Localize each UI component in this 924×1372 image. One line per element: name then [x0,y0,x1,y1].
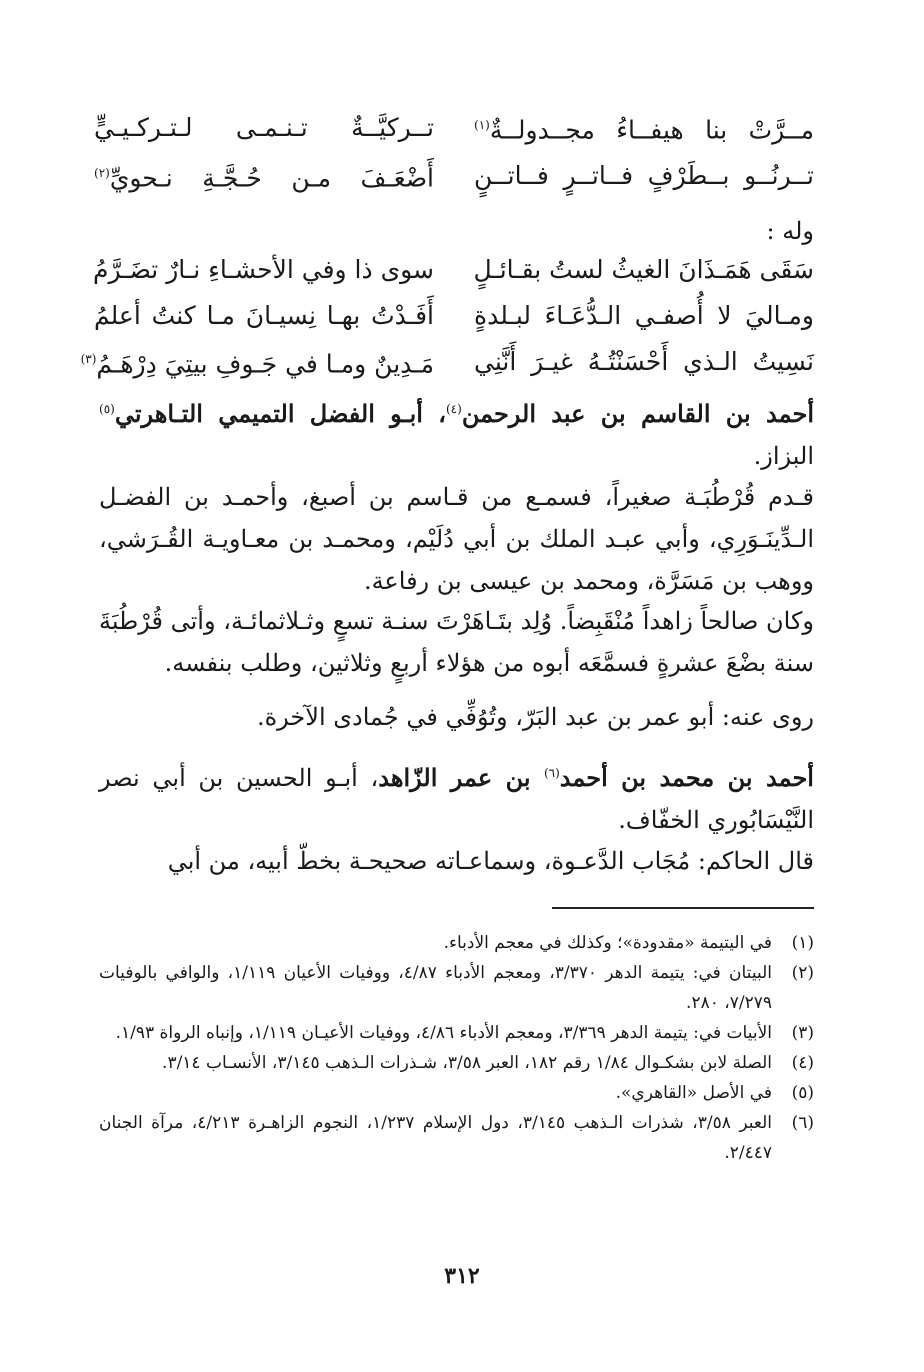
body-paragraph: روى عنه: أبو عمر بن عبد البَرّ، وتُوُفِّي في جُمادى الآخرة. [256,703,814,731]
footnote [99,1108,814,1168]
biography-entry-heading [99,752,814,841]
entry-name-tail: البزاز. [753,442,814,470]
verse-second-hemistich: تــركيَّــةٌ تـنـمـى لـتـركـيـيٍّ [94,113,434,142]
entry-name: أحمد بن القاسم بن عبد الرحمن [461,399,815,428]
footnote-text: الصلة لابن بشكـوال ١/٨٤ رقم ١٨٢، العبر ٣/٥٨، شـذرات الـذهب ٣/١٤٥، الأنسـاب ٣/١٤. [162,1053,772,1073]
footnote [99,1078,814,1108]
footnote-text: الأبيات في: يتيمة الدهر ٣/٣٦٩، ومعجم الأدباء ٤/٨٦، ووفيات الأعيـان ١/١١٩، وإنباه الرواة ١/٩٣. [115,1023,772,1043]
verse-first-hemistich: سَقَى هَمَـذَانَ الغيثُ لستُ بقـائـلٍ [473,255,814,284]
verse-second-hemistich: أَفَـدْتُ بهـا نِسيـانَ مـا كنتُ أعلمُ [94,301,434,330]
body-paragraph: قـدم قُرْطُبَـة صغيراً، فسمـع من قـاسم بن أصبغ، وأحمـد بن الفضـل الـدِّينَـوَرِي، وأبي عبـد الملك بن أبي دُلَيْم، ومحمـد بن معـاويـة القُـرَشي، ووهب بن مَسَرَّة، ومحمد بن عيسى بن رفاعة. [99,483,814,595]
verse-first-hemistich: مــرَّتْ بنا هيفــاءُ مجــدولــةٌ$^{(١)}$ [474,115,814,145]
entry-name-continued: بن عمر الزّاهد [378,763,544,792]
footnote [99,958,814,1018]
footnote-number: (٥) [791,1083,814,1103]
footnote-separator [552,907,814,909]
footnote-text: البيتان في: يتيمة الدهر ٣/٣٧٠، ومعجم الأدباء ٤/٨٧، ووفيات الأعيان ١/١١٩، والوافي بالوفيات ٧/٢٧٩، ٢٨٠. [99,963,772,1013]
verse-first-hemistich: تــرنُــو بــطَرْفٍ فــاتــرٍ فــاتــنٍ [474,161,814,190]
footnote-ref: (١) [474,118,490,133]
footnote-text: العبر ٣/٥٨، شذرات الـذهب ٣/١٤٥، دول الإسلام ١/٢٣٧، النجوم الزاهـرة ٤/٢١٣، مرآة الجنان ٢/٤٤٧. [99,1113,772,1163]
footnote-number: (٦) [791,1113,814,1133]
verse-second-hemistich: مَـدِينٌ ومـا في جَـوفِ بيتِيَ دِرْهَـمُ$^{(٣)}$ [80,349,434,379]
footnote-ref: (٢) [94,166,110,181]
footnote-ref: (٦) [543,766,560,780]
footnote-ref: (٥) [99,402,115,416]
verse-line [80,342,814,382]
footnote-number: (٢) [791,963,814,983]
footnote-number: (٣) [791,1023,814,1043]
entry-name-rest: ، أبـو الفضل التميمي التـاهرتي [114,399,446,428]
footnote-ref: (٤) [445,402,462,416]
footnotes [99,928,814,1168]
body-paragraph: وكان صالحاً زاهداً مُنْقَبِضاً. وُلِد بتَـاهَرْتَ سنـة تسعٍ وثـلاثمائـة، وأتى قُرْطُبَةَ سنة بضْعَ عشرةٍ فسمَّعَه أبوه من هؤلاء أربعٍ وثلاثين، وطلب بنفسه. [99,607,814,677]
entry-name-rest: ، أبـو الحسين بن أبي نصر النَّيْسَابُوري الخفّاف. [99,764,814,834]
footnote-ref: (٣) [80,352,97,367]
footnote [99,1048,814,1078]
footnote [99,1018,814,1048]
body-paragraph: قال الحاكم: مُجَاب الدَّعـوة، وسماعـاته صحيحـة بخطّ أبيه، من أبي [167,847,814,875]
verse-first-hemistich: نَسِيتُ الـذي أَحْسَنْتُـهُ غيـرَ أَنَّنِي [474,347,814,376]
footnote [99,928,814,958]
verse-line [94,156,814,196]
footnote-number: (٤) [791,1053,814,1073]
verse-first-hemistich: ومـاليَ لا أُصفـي الـدُّعَـاءَ لبـلدةٍ [474,301,814,330]
footnote-number: (١) [791,933,814,953]
footnote-text: في اليتيمة «مقدودة»؛ وكذلك في معجم الأدباء. [443,933,772,953]
poem-intro: وله : [766,217,814,245]
verse-second-hemistich: أَضْعَـفَ مـن حُـجَّـةِ نـحويِّ$^{(٢)}$ [94,163,434,193]
page-number: ٣١٢ [444,1263,480,1289]
verse-line [94,250,814,290]
verse-line [94,296,814,336]
verse-line [94,108,814,148]
biography-entry-heading [99,388,814,477]
entry-name: أحمد بن محمد بن أحمد [559,763,814,792]
verse-second-hemistich: سوى ذا وفي الأحشـاءِ نـارٌ تضَـرَّمُ [93,255,434,284]
footnote-text: في الأصل «القاهري». [615,1083,772,1103]
